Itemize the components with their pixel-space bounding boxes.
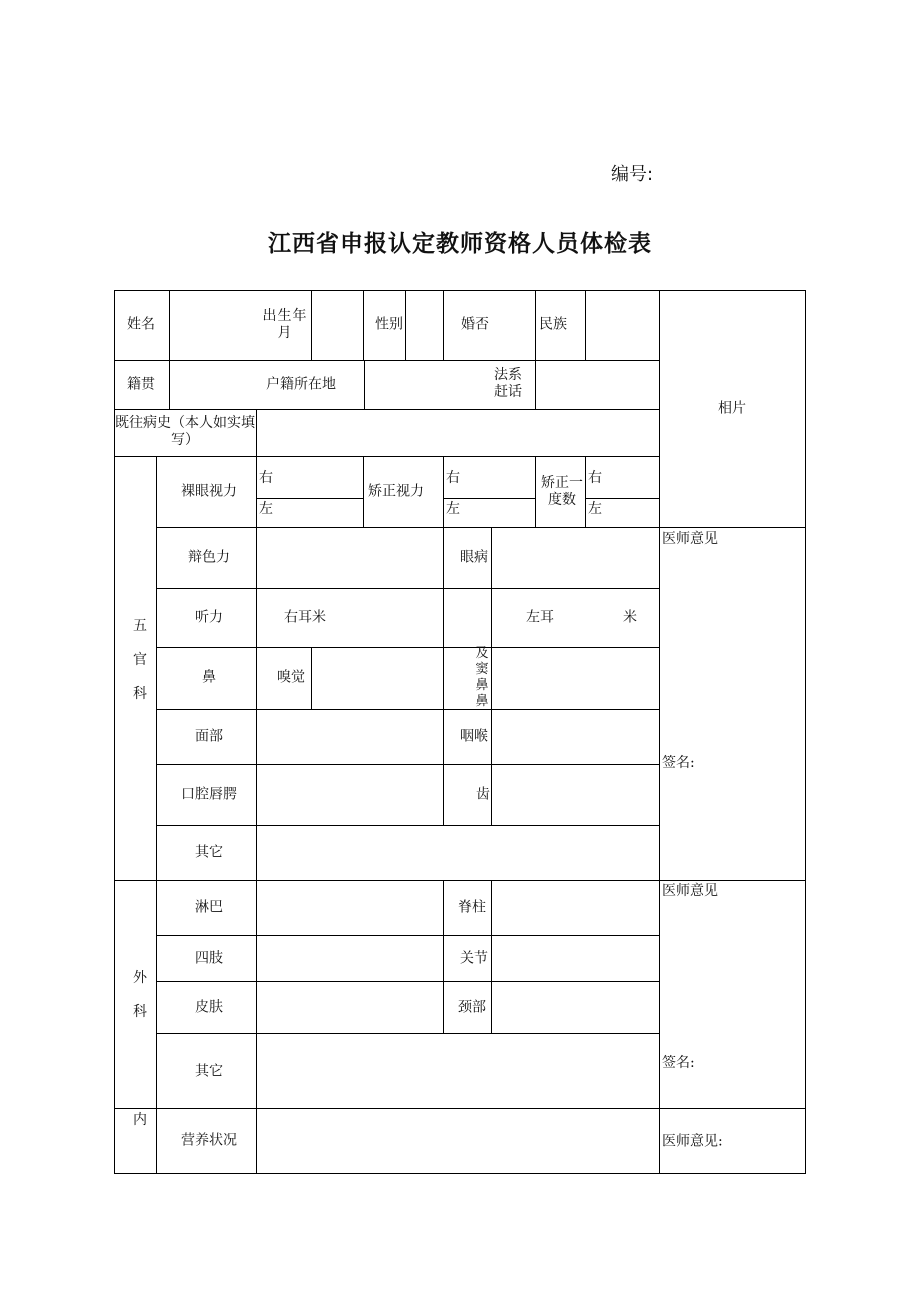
line (156, 825, 659, 826)
line (169, 290, 170, 409)
ent-doctor-opinion-label: 医师意见 (662, 531, 718, 547)
naked-vision-label: 裸眼视力 (181, 483, 237, 500)
line (659, 290, 660, 1174)
line (535, 360, 536, 409)
line (156, 981, 659, 982)
mouth-label: 口腔唇腭 (181, 786, 237, 803)
meter-label: 米 (623, 609, 637, 626)
corrected-vision-label: 矫正视力 (368, 483, 424, 500)
lymph-label: 淋巴 (195, 899, 223, 916)
joints-label: 关节 (460, 950, 488, 967)
ent-signature-label: 签名: (662, 755, 695, 771)
line (156, 935, 659, 936)
line (311, 647, 312, 709)
marital-label: 婚否 (461, 316, 489, 333)
surgery-doctor-opinion-label: 医师意见 (662, 883, 718, 899)
correction-degree-label: 矫正一度数 (541, 475, 583, 508)
household-label: 户籍所在地 (266, 376, 336, 393)
naked-right-label: 右 (259, 470, 273, 486)
internal-doctor-opinion-label: 医师意见: (662, 1133, 723, 1150)
surgery-section-label: 外科 (133, 970, 147, 1020)
line (114, 360, 659, 361)
limbs-label: 四肢 (195, 950, 223, 967)
smell-label: 嗅觉 (277, 669, 305, 686)
ethnicity-label: 民族 (539, 316, 567, 333)
ent-other-label: 其它 (195, 844, 223, 861)
line (363, 290, 364, 360)
line (443, 498, 535, 499)
line (156, 1033, 659, 1034)
history-label: 既往病史（本人如实填写） (115, 415, 255, 448)
right-ear-label: 右耳米 (284, 609, 326, 626)
hearing-label: 听力 (195, 609, 223, 626)
line (156, 709, 659, 710)
line (585, 456, 586, 527)
contact-label: 法系赶话 (494, 367, 522, 400)
line (364, 360, 365, 409)
line (491, 527, 492, 825)
line (363, 456, 364, 527)
surgery-signature-label: 签名: (662, 1055, 695, 1071)
serial-number-label: 编号: (611, 164, 654, 185)
line (443, 880, 444, 1033)
spine-label: 脊柱 (458, 899, 486, 916)
skin-label: 皮肤 (195, 999, 223, 1016)
internal-section-label: 内 (133, 1112, 147, 1128)
line (114, 1173, 806, 1174)
line (443, 456, 444, 527)
corrected-right-label: 右 (446, 470, 460, 486)
line (156, 647, 659, 648)
line (114, 409, 659, 410)
degree-left-label: 左 (588, 501, 602, 517)
nose-label: 鼻 (202, 669, 216, 686)
line (114, 290, 806, 291)
line (156, 764, 659, 765)
degree-right-label: 右 (588, 470, 602, 486)
line (114, 456, 659, 457)
line (156, 588, 659, 589)
line (405, 290, 406, 360)
name-label: 姓名 (127, 316, 155, 333)
throat-label: 咽喉 (460, 728, 488, 745)
line (585, 290, 586, 360)
line (535, 290, 536, 360)
line (256, 409, 257, 456)
native-place-label: 籍贯 (127, 376, 155, 393)
nutrition-label: 营养状况 (181, 1132, 237, 1149)
naked-left-label: 左 (259, 501, 273, 517)
gender-label: 性别 (375, 316, 403, 333)
line (311, 290, 312, 360)
birth-label: 出生年月 (262, 308, 308, 341)
eye-disease-label: 眼病 (460, 549, 488, 566)
sinus-label: 及窦鼻鼻 (475, 646, 489, 709)
line (443, 527, 444, 825)
corrected-left-label: 左 (446, 501, 460, 517)
line (256, 456, 257, 1174)
left-ear-label: 左耳 (526, 609, 554, 626)
photo-label: 相片 (718, 400, 746, 417)
line (156, 456, 157, 1174)
color-vision-label: 辩色力 (188, 549, 230, 566)
line (491, 880, 492, 1033)
line (805, 290, 806, 1174)
ent-section-label: 五官科 (133, 618, 147, 702)
line (585, 498, 659, 499)
line (114, 1108, 806, 1109)
line (256, 498, 363, 499)
line (114, 880, 806, 881)
neck-label: 颈部 (458, 999, 486, 1016)
face-label: 面部 (195, 728, 223, 745)
form-title: 江西省申报认定教师资格人员体检表 (268, 231, 652, 257)
line (443, 290, 444, 360)
line (535, 456, 536, 527)
line (156, 527, 806, 528)
surgery-other-label: 其它 (195, 1063, 223, 1080)
teeth-label: 齿 (476, 786, 490, 803)
